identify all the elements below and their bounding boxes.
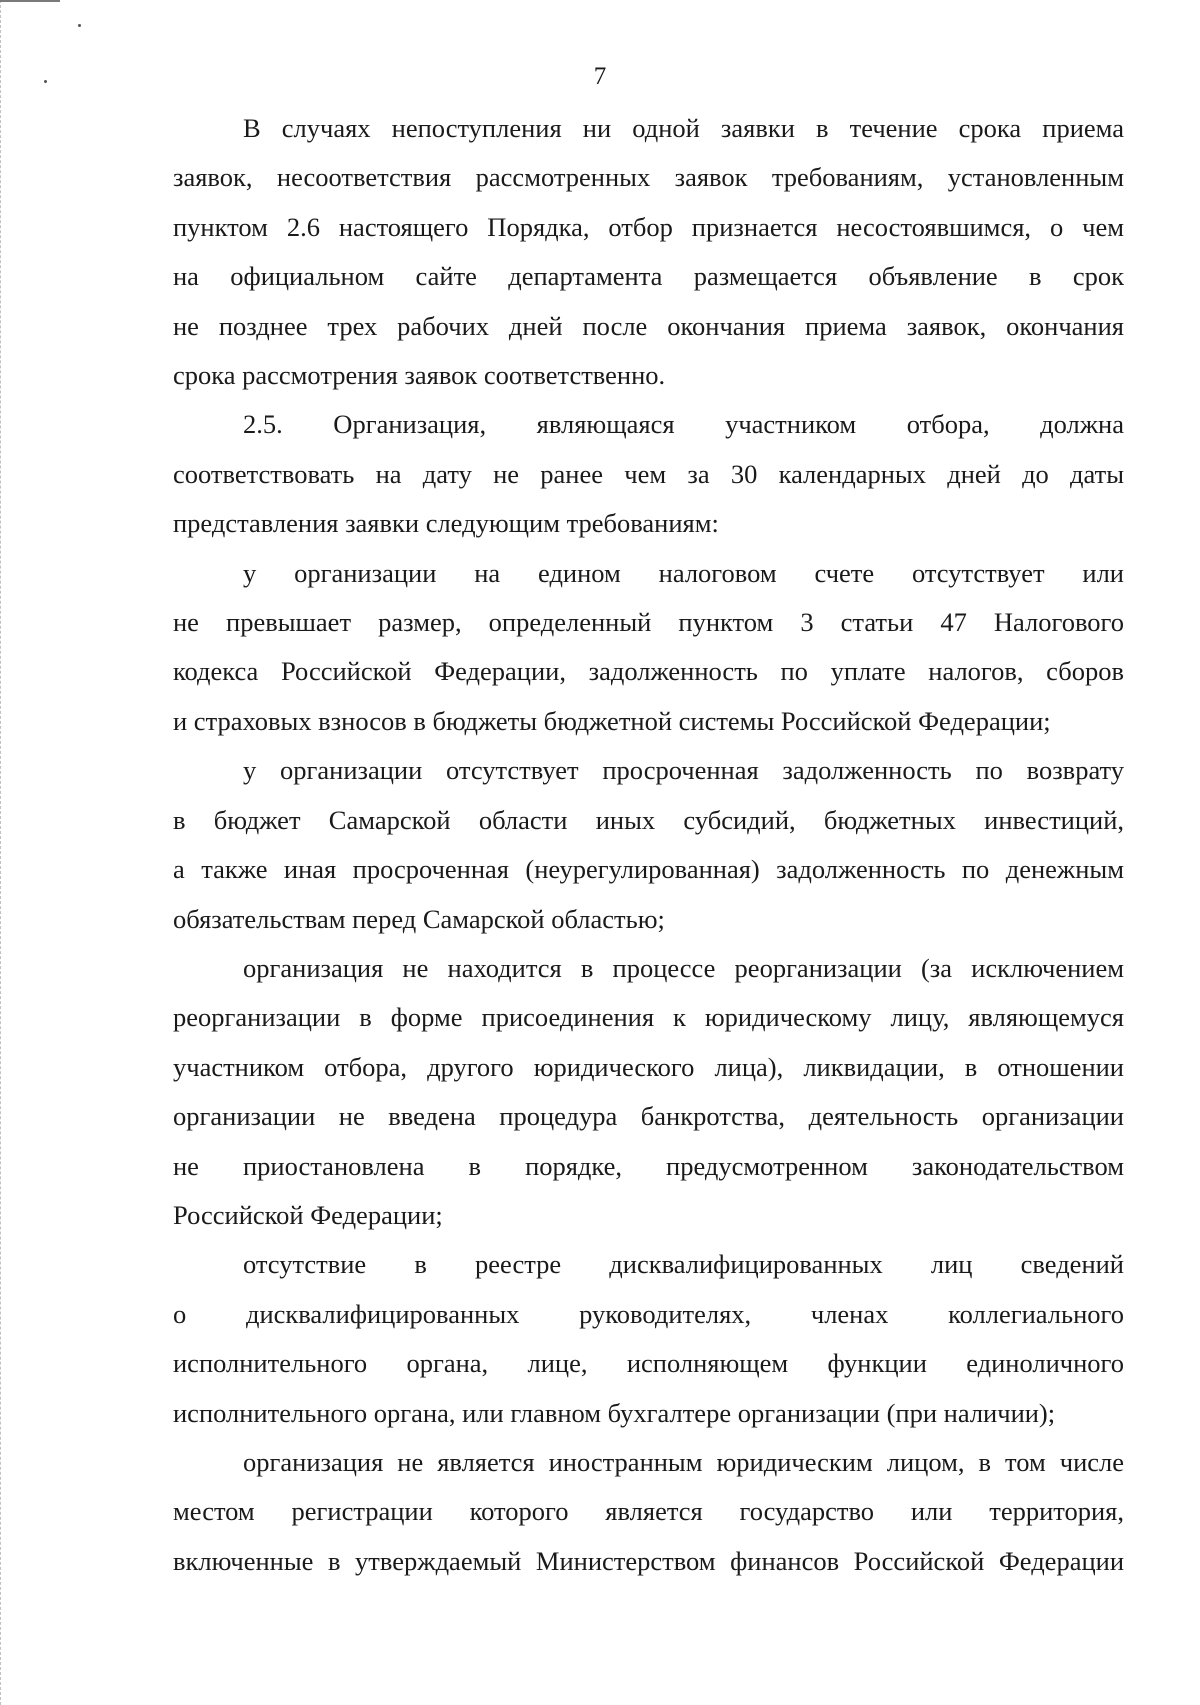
text-line: не приостановлена в порядке, предусмотренном законодательством — [173, 1150, 1124, 1181]
text-line: включенные в утверждаемый Министерством финансов Российской Федерации — [173, 1545, 1124, 1576]
page-number: 7 — [593, 63, 607, 90]
scan-top-artifact — [0, 0, 60, 5]
text-line: исполнительного органа, лице, исполняющем функции единоличного — [173, 1348, 1124, 1379]
text-line: отсутствие в реестре дисквалифицированных лиц сведений — [243, 1249, 1124, 1280]
text-line: реорганизации в форме присоединения к юридическому лицу, являющемуся — [173, 1002, 1124, 1033]
scan-edge-artifact — [0, 0, 3, 1705]
text-line: у организации на едином налоговом счете отсутствует или — [243, 557, 1124, 588]
paragraph — [173, 1240, 1124, 1438]
text-line: 2.5. Организация, являющаяся участником отбора, должна — [243, 409, 1124, 440]
text-line: и страховых взносов в бюджеты бюджетной системы Российской Федерации; — [173, 705, 1051, 736]
text-line: организация не находится в процессе реорганизации (за исключением — [243, 952, 1124, 983]
text-line: представления заявки следующим требованиям: — [173, 508, 719, 539]
text-line: заявок, несоответствия рассмотренных заявок требованиям, установленным — [173, 162, 1124, 193]
text-line: срока рассмотрения заявок соответственно. — [173, 360, 666, 391]
paragraph — [173, 944, 1124, 1240]
text-line: местом регистрации которого является государство или территория, — [173, 1496, 1124, 1527]
text-line: в бюджет Самарской области иных субсидий, бюджетных инвестиций, — [173, 804, 1124, 835]
paragraph — [173, 549, 1124, 747]
text-line: а также иная просроченная (неурегулированная) задолженность по денежным — [173, 854, 1124, 885]
paragraph — [173, 400, 1124, 548]
document-body — [173, 104, 1124, 1586]
text-line: у организации отсутствует просроченная задолженность по возврату — [243, 755, 1124, 786]
text-line: организации не введена процедура банкротства, деятельность организации — [173, 1101, 1124, 1132]
text-line: о дисквалифицированных руководителях, членах коллегиального — [173, 1298, 1124, 1329]
text-line: на официальном сайте департамента размещается объявление в срок — [173, 261, 1124, 292]
paragraph — [173, 746, 1124, 944]
text-line: участником отбора, другого юридического лица), ликвидации, в отношении — [173, 1051, 1124, 1082]
paragraph — [173, 104, 1124, 400]
text-line: Российской Федерации; — [173, 1199, 443, 1230]
text-line: не позднее трех рабочих дней после окончания приема заявок, окончания — [173, 310, 1124, 341]
text-line: В случаях непоступления ни одной заявки в течение срока приема — [243, 113, 1124, 143]
text-line: организация не является иностранным юридическим лицом, в том числе — [243, 1446, 1124, 1477]
scan-speck — [78, 24, 81, 27]
text-line: пунктом 2.6 настоящего Порядка, отбор признается несостоявшимся, о чем — [173, 211, 1124, 242]
text-line: не превышает размер, определенный пунктом 3 статьи 47 Налогового — [173, 607, 1124, 638]
text-line: исполнительного органа, или главном бухгалтере организации (при наличии); — [173, 1397, 1056, 1428]
text-line: соответствовать на дату не ранее чем за 30 календарных дней до даты — [173, 458, 1124, 489]
text-line: обязательствам перед Самарской областью; — [173, 903, 665, 934]
text-line: кодекса Российской Федерации, задолженность по уплате налогов, сборов — [173, 656, 1124, 687]
paragraph — [173, 1438, 1124, 1586]
